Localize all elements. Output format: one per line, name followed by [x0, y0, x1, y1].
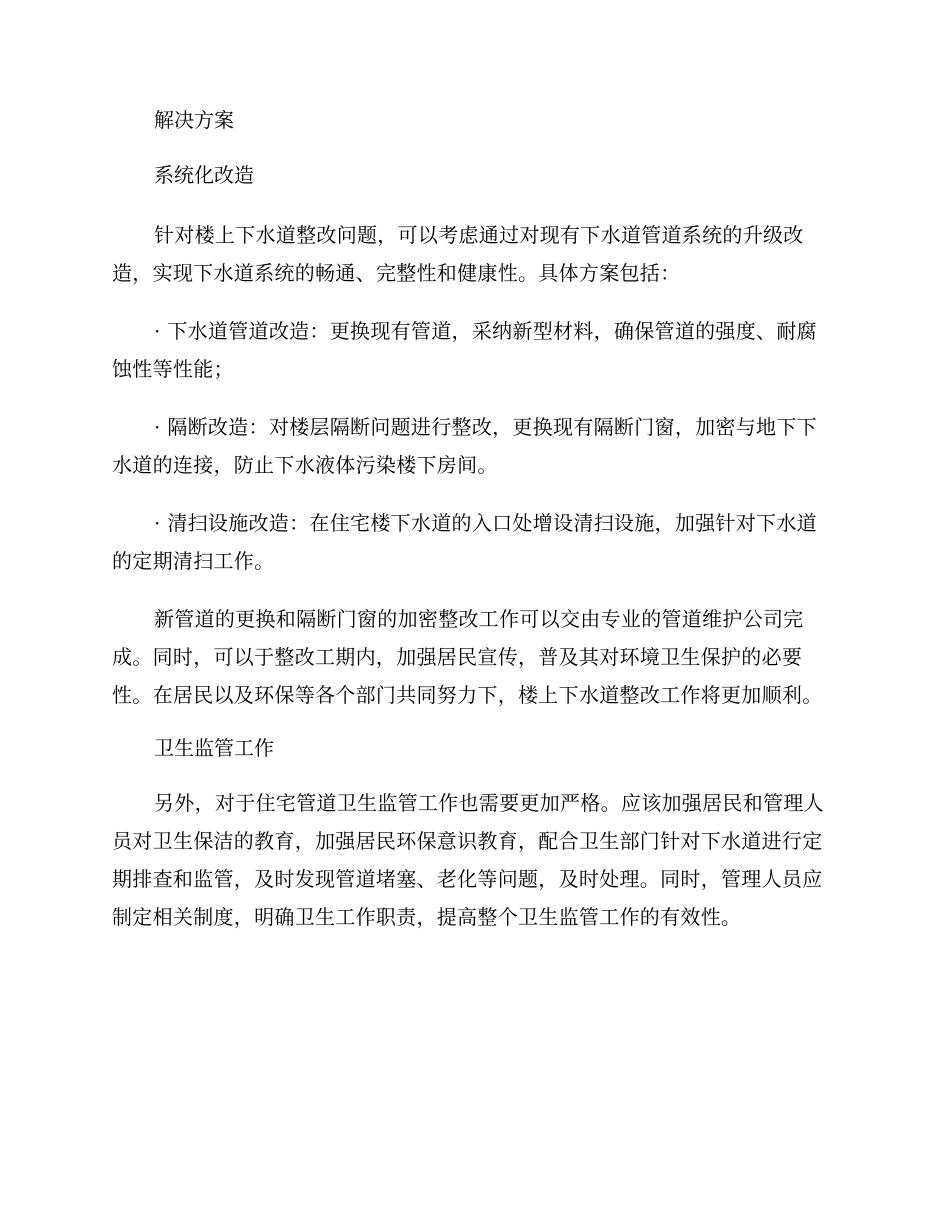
paragraph-intro: 针对楼上下水道整改问题，可以考虑通过对现有下水道管道系统的升级改造，实现下水道系统的畅通、完整性和健康性。具体方案包括：: [112, 223, 804, 285]
bullet-pipe-renovation: · 下水道管道改造：更换现有管道，采纳新型材料，确保管道的强度、耐腐蚀性等性能；: [112, 319, 817, 381]
document-title: 解决方案: [154, 108, 234, 132]
bullet-cleaning-facility-renovation: · 清扫设施改造：在住宅楼下水道的入口处增设清扫设施，加强针对下水道的定期清扫工作。: [112, 511, 817, 573]
section-heading-hygiene-supervision: 卫生监管工作: [154, 736, 274, 760]
paragraph-hygiene-supervision: 另外，对于住宅管道卫生监管工作也需要更加严格。应该加强居民和管理人员对卫生保洁的教育，加强居民环保意识教育，配合卫生部门针对下水道进行定期排查和监管，及时发现管道堵塞、老化等问题，及时处理。同时，管理人员应制定相关制度，明确卫生工作职责，提高整个卫生监管工作的有效性。: [112, 791, 824, 929]
section-heading-systematic-renovation: 系统化改造: [154, 163, 254, 187]
document-body: [112, 106, 832, 956]
paragraph-closing: 新管道的更换和隔断门窗的加密整改工作可以交由专业的管道维护公司完成。同时，可以于整改工期内，加强居民宣传，普及其对环境卫生保护的必要性。在居民以及环保等各个部门共同努力下，楼上下水道整改工作将更加顺利。: [112, 607, 823, 707]
bullet-partition-renovation: · 隔断改造：对楼层隔断问题进行整改，更换现有隔断门窗，加密与地下下水道的连接，防止下水液体污染楼下房间。: [112, 415, 817, 477]
